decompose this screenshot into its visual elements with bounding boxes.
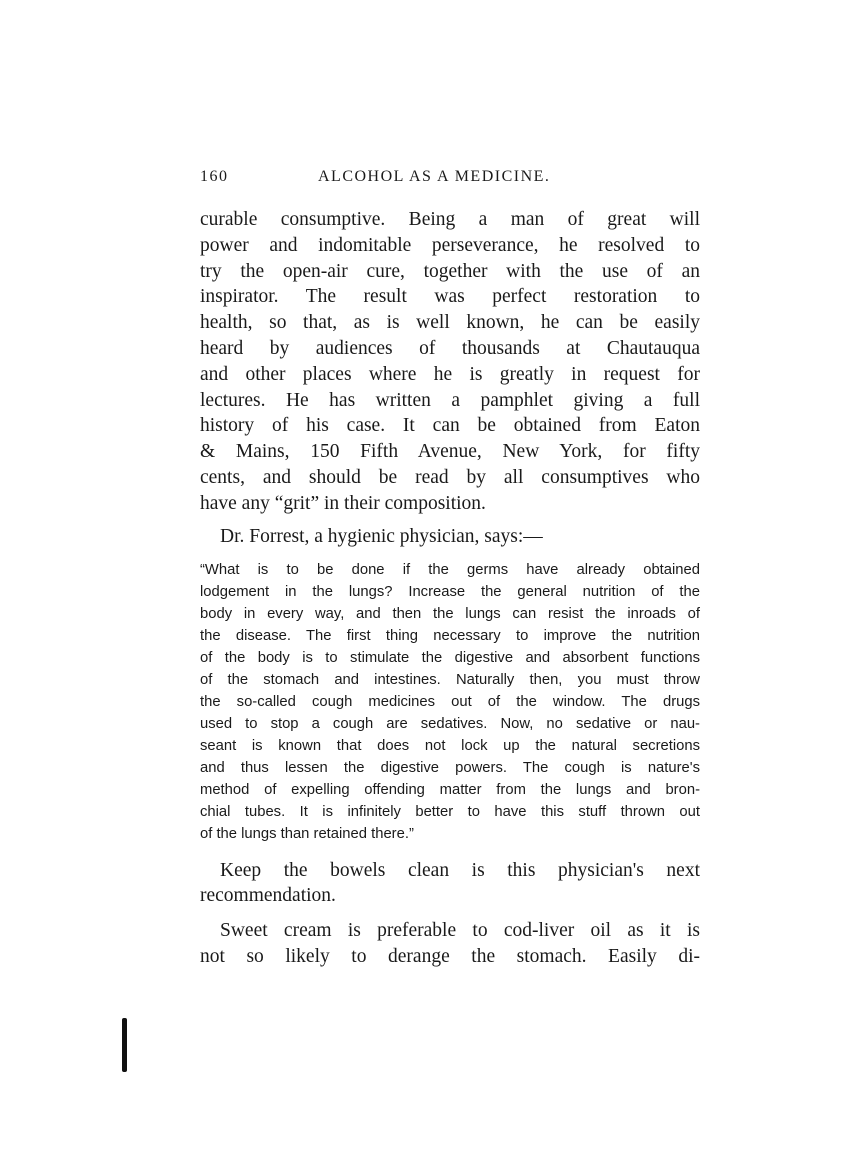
text-line: not so likely to derange the stomach. Easily di-: [200, 945, 700, 967]
text-line: heard by audiences of thousands at Chautauqua: [200, 337, 700, 359]
quote-line: the so-called cough medicines out of the window. The drugs: [200, 693, 700, 710]
text-line: and other places where he is greatly in request for: [200, 363, 700, 385]
text-line: history of his case. It can be obtained from Eaton: [200, 415, 700, 437]
paragraph-consumptive-story: [200, 207, 700, 517]
quote-line: of the body is to stimulate the digestive and absorbent functions: [200, 649, 700, 666]
text-line: health, so that, as is well known, he can be easily: [200, 312, 700, 334]
page-number: 160: [200, 168, 229, 185]
text-line: curable consumptive. Being a man of great will: [200, 209, 700, 230]
text-line: have any “grit” in their composition.: [200, 492, 486, 514]
page-body: [200, 207, 700, 970]
quote-line: and thus lessen the digestive powers. The cough is nature's: [200, 759, 700, 776]
text-line: Keep the bowels clean is this physician's next: [220, 859, 700, 881]
quote-line: chial tubes. It is infinitely better to have this stuff thrown out: [200, 803, 700, 820]
quote-line: “What is to be done if the germs have already obtained: [200, 561, 700, 578]
quote-line: lodgement in the lungs? Increase the general nutrition of the: [200, 583, 700, 600]
paragraph-sweet-cream: [200, 918, 700, 970]
text-line: power and indomitable perseverance, he resolved to: [200, 234, 700, 256]
quote-line: used to stop a cough are sedatives. Now, no sedative or nau-: [200, 715, 700, 732]
quote-introduction: Dr. Forrest, a hygienic physician, says:—: [220, 525, 543, 547]
text-line: inspirator. The result was perfect restoration to: [200, 286, 700, 308]
text-line: recommendation.: [200, 885, 336, 907]
block-quote: [200, 559, 700, 845]
quote-line: method of expelling offending matter from the lungs and bron-: [200, 781, 700, 798]
quote-line: body in every way, and then the lungs can resist the inroads of: [200, 605, 700, 622]
running-head: [200, 168, 700, 192]
quote-line: seant is known that does not lock up the natural secretions: [200, 737, 700, 754]
text-line: lectures. He has written a pamphlet giving a full: [200, 389, 700, 411]
quote-line: of the lungs than retained there.”: [200, 825, 414, 842]
scan-margin-mark: [122, 1018, 127, 1072]
text-line: cents, and should be read by all consumptives who: [200, 466, 700, 488]
running-head-title: ALCOHOL AS A MEDICINE.: [318, 168, 551, 185]
text-line: Sweet cream is preferable to cod-liver oil as it is: [220, 920, 700, 942]
text-line: try the open-air cure, together with the use of an: [200, 260, 700, 282]
quote-line: of the stomach and intestines. Naturally then, you must throw: [200, 671, 700, 688]
quote-line: the disease. The first thing necessary to improve the nutrition: [200, 627, 700, 644]
paragraph-bowels: [200, 858, 700, 910]
text-line: & Mains, 150 Fifth Avenue, New York, for fifty: [200, 441, 700, 463]
